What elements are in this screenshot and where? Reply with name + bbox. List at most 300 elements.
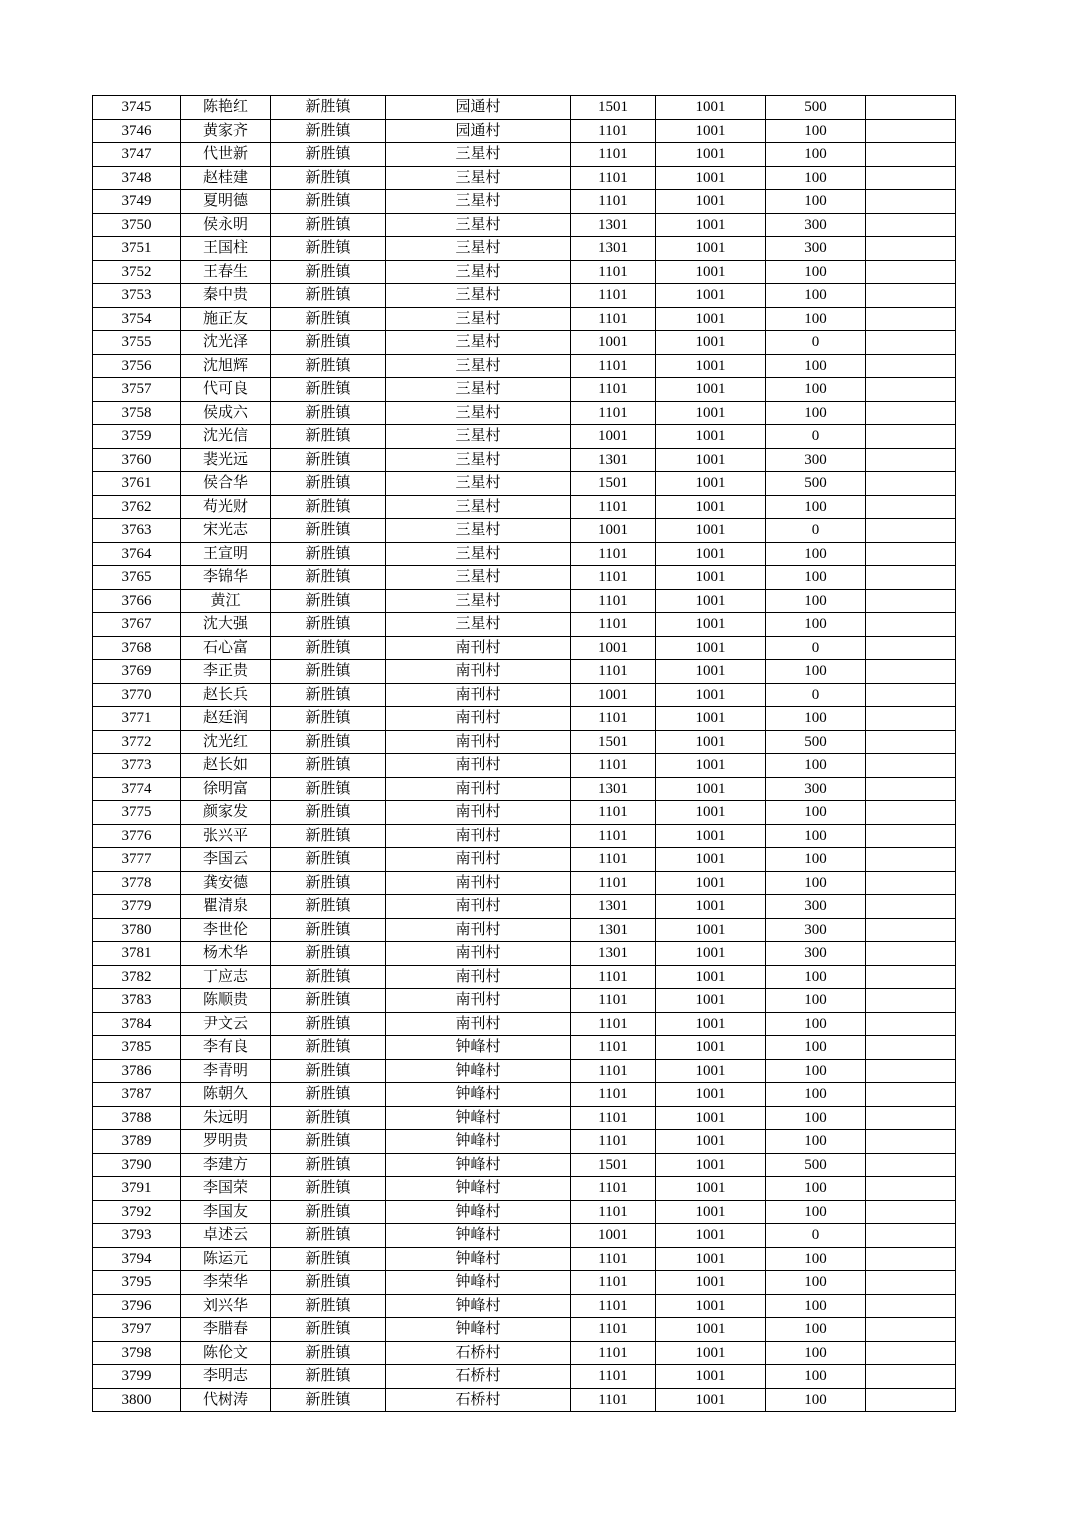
cell-blank	[866, 895, 956, 919]
table-row	[93, 918, 956, 942]
cell-village: 三星村	[386, 519, 571, 543]
cell-id: 3770	[93, 683, 181, 707]
cell-id: 3764	[93, 542, 181, 566]
cell-name: 杨术华	[181, 942, 271, 966]
cell-name: 秦中贵	[181, 284, 271, 308]
table-row	[93, 190, 956, 214]
cell-amount1: 1101	[571, 1271, 656, 1295]
cell-blank	[866, 1318, 956, 1342]
cell-blank	[866, 237, 956, 261]
cell-amount2: 1001	[656, 425, 766, 449]
cell-village: 园通村	[386, 119, 571, 143]
cell-id: 3765	[93, 566, 181, 590]
cell-town: 新胜镇	[271, 495, 386, 519]
cell-amount3: 100	[766, 824, 866, 848]
cell-id: 3792	[93, 1200, 181, 1224]
cell-amount1: 1101	[571, 613, 656, 637]
cell-amount3: 500	[766, 1153, 866, 1177]
cell-village: 南刊村	[386, 848, 571, 872]
cell-town: 新胜镇	[271, 989, 386, 1013]
cell-town: 新胜镇	[271, 1130, 386, 1154]
cell-name: 陈运元	[181, 1247, 271, 1271]
cell-amount1: 1101	[571, 1247, 656, 1271]
cell-town: 新胜镇	[271, 824, 386, 848]
cell-amount2: 1001	[656, 848, 766, 872]
cell-town: 新胜镇	[271, 1271, 386, 1295]
cell-village: 钟峰村	[386, 1177, 571, 1201]
cell-name: 施正友	[181, 307, 271, 331]
cell-amount2: 1001	[656, 1271, 766, 1295]
cell-village: 三星村	[386, 401, 571, 425]
cell-blank	[866, 1130, 956, 1154]
cell-amount3: 100	[766, 989, 866, 1013]
cell-town: 新胜镇	[271, 213, 386, 237]
cell-town: 新胜镇	[271, 1200, 386, 1224]
table-row	[93, 1271, 956, 1295]
cell-town: 新胜镇	[271, 425, 386, 449]
cell-amount3: 0	[766, 636, 866, 660]
cell-id: 3797	[93, 1318, 181, 1342]
cell-amount3: 100	[766, 307, 866, 331]
cell-village: 钟峰村	[386, 1224, 571, 1248]
cell-amount3: 100	[766, 965, 866, 989]
table-body	[93, 96, 956, 1412]
cell-id: 3763	[93, 519, 181, 543]
cell-blank	[866, 1153, 956, 1177]
cell-amount3: 100	[766, 589, 866, 613]
table-row	[93, 472, 956, 496]
cell-name: 陈朝久	[181, 1083, 271, 1107]
cell-blank	[866, 824, 956, 848]
cell-amount3: 100	[766, 1341, 866, 1365]
cell-town: 新胜镇	[271, 1341, 386, 1365]
cell-town: 新胜镇	[271, 1365, 386, 1389]
cell-amount1: 1101	[571, 1318, 656, 1342]
cell-amount1: 1101	[571, 965, 656, 989]
cell-amount2: 1001	[656, 1130, 766, 1154]
cell-amount1: 1001	[571, 331, 656, 355]
cell-name: 颜家发	[181, 801, 271, 825]
cell-amount3: 100	[766, 260, 866, 284]
cell-name: 罗明贵	[181, 1130, 271, 1154]
cell-name: 李荣华	[181, 1271, 271, 1295]
cell-village: 三星村	[386, 307, 571, 331]
cell-id: 3786	[93, 1059, 181, 1083]
cell-town: 新胜镇	[271, 237, 386, 261]
cell-amount1: 1001	[571, 519, 656, 543]
cell-name: 李明志	[181, 1365, 271, 1389]
cell-blank	[866, 448, 956, 472]
cell-town: 新胜镇	[271, 942, 386, 966]
table-row	[93, 401, 956, 425]
cell-amount1: 1101	[571, 824, 656, 848]
cell-amount1: 1101	[571, 801, 656, 825]
cell-amount2: 1001	[656, 542, 766, 566]
cell-town: 新胜镇	[271, 566, 386, 590]
cell-town: 新胜镇	[271, 683, 386, 707]
table-row	[93, 777, 956, 801]
cell-blank	[866, 1341, 956, 1365]
cell-blank	[866, 166, 956, 190]
cell-amount3: 100	[766, 1200, 866, 1224]
cell-village: 南刊村	[386, 707, 571, 731]
cell-blank	[866, 307, 956, 331]
cell-blank	[866, 683, 956, 707]
cell-name: 陈艳红	[181, 96, 271, 120]
cell-blank	[866, 965, 956, 989]
table-row	[93, 1224, 956, 1248]
cell-id: 3760	[93, 448, 181, 472]
cell-blank	[866, 1271, 956, 1295]
cell-name: 赵长如	[181, 754, 271, 778]
cell-amount3: 300	[766, 448, 866, 472]
cell-blank	[866, 401, 956, 425]
table-row	[93, 1247, 956, 1271]
table-row	[93, 636, 956, 660]
cell-name: 裴光远	[181, 448, 271, 472]
cell-id: 3768	[93, 636, 181, 660]
cell-blank	[866, 213, 956, 237]
cell-amount1: 1101	[571, 1341, 656, 1365]
cell-town: 新胜镇	[271, 190, 386, 214]
cell-amount3: 100	[766, 871, 866, 895]
cell-id: 3784	[93, 1012, 181, 1036]
table-row	[93, 1130, 956, 1154]
cell-name: 陈顺贵	[181, 989, 271, 1013]
cell-village: 三星村	[386, 448, 571, 472]
cell-village: 南刊村	[386, 918, 571, 942]
cell-id: 3771	[93, 707, 181, 731]
cell-amount1: 1301	[571, 213, 656, 237]
cell-village: 南刊村	[386, 660, 571, 684]
cell-id: 3796	[93, 1294, 181, 1318]
cell-town: 新胜镇	[271, 448, 386, 472]
cell-amount3: 100	[766, 1365, 866, 1389]
cell-amount1: 1501	[571, 96, 656, 120]
cell-id: 3762	[93, 495, 181, 519]
cell-town: 新胜镇	[271, 260, 386, 284]
table-row	[93, 1341, 956, 1365]
table-row	[93, 542, 956, 566]
cell-name: 王宣明	[181, 542, 271, 566]
cell-amount2: 1001	[656, 495, 766, 519]
table-row	[93, 378, 956, 402]
cell-blank	[866, 519, 956, 543]
cell-amount2: 1001	[656, 166, 766, 190]
cell-village: 南刊村	[386, 636, 571, 660]
table-row	[93, 1294, 956, 1318]
cell-village: 三星村	[386, 237, 571, 261]
cell-village: 南刊村	[386, 942, 571, 966]
cell-amount2: 1001	[656, 1083, 766, 1107]
cell-id: 3746	[93, 119, 181, 143]
cell-amount2: 1001	[656, 96, 766, 120]
cell-blank	[866, 848, 956, 872]
cell-id: 3793	[93, 1224, 181, 1248]
cell-name: 李正贵	[181, 660, 271, 684]
cell-id: 3794	[93, 1247, 181, 1271]
cell-amount1: 1101	[571, 143, 656, 167]
table-row	[93, 495, 956, 519]
table-row	[93, 96, 956, 120]
cell-amount2: 1001	[656, 636, 766, 660]
cell-blank	[866, 542, 956, 566]
cell-amount2: 1001	[656, 213, 766, 237]
cell-town: 新胜镇	[271, 1318, 386, 1342]
cell-village: 三星村	[386, 566, 571, 590]
cell-amount2: 1001	[656, 1059, 766, 1083]
cell-name: 黄江	[181, 589, 271, 613]
cell-blank	[866, 354, 956, 378]
cell-amount3: 100	[766, 1106, 866, 1130]
cell-town: 新胜镇	[271, 613, 386, 637]
cell-amount2: 1001	[656, 307, 766, 331]
cell-amount2: 1001	[656, 1294, 766, 1318]
cell-village: 南刊村	[386, 895, 571, 919]
cell-name: 王春生	[181, 260, 271, 284]
cell-name: 苟光财	[181, 495, 271, 519]
cell-blank	[866, 1106, 956, 1130]
table-row	[93, 1365, 956, 1389]
cell-name: 龚安德	[181, 871, 271, 895]
cell-name: 李锦华	[181, 566, 271, 590]
cell-amount3: 100	[766, 1059, 866, 1083]
cell-amount2: 1001	[656, 143, 766, 167]
cell-amount2: 1001	[656, 801, 766, 825]
cell-amount3: 100	[766, 1294, 866, 1318]
cell-amount1: 1101	[571, 871, 656, 895]
cell-name: 沈大强	[181, 613, 271, 637]
cell-blank	[866, 566, 956, 590]
cell-village: 南刊村	[386, 965, 571, 989]
cell-blank	[866, 1247, 956, 1271]
cell-id: 3759	[93, 425, 181, 449]
cell-name: 张兴平	[181, 824, 271, 848]
cell-amount3: 0	[766, 425, 866, 449]
cell-amount2: 1001	[656, 895, 766, 919]
table-row	[93, 965, 956, 989]
cell-town: 新胜镇	[271, 1294, 386, 1318]
cell-id: 3767	[93, 613, 181, 637]
cell-town: 新胜镇	[271, 284, 386, 308]
table-row	[93, 1012, 956, 1036]
cell-blank	[866, 871, 956, 895]
cell-amount1: 1301	[571, 942, 656, 966]
cell-id: 3789	[93, 1130, 181, 1154]
cell-amount1: 1101	[571, 1177, 656, 1201]
cell-amount3: 500	[766, 730, 866, 754]
cell-blank	[866, 1059, 956, 1083]
cell-blank	[866, 777, 956, 801]
cell-amount2: 1001	[656, 1341, 766, 1365]
cell-name: 代世新	[181, 143, 271, 167]
table-row	[93, 425, 956, 449]
cell-town: 新胜镇	[271, 354, 386, 378]
cell-amount2: 1001	[656, 472, 766, 496]
cell-town: 新胜镇	[271, 519, 386, 543]
cell-amount3: 100	[766, 566, 866, 590]
cell-blank	[866, 472, 956, 496]
cell-village: 三星村	[386, 589, 571, 613]
cell-id: 3772	[93, 730, 181, 754]
cell-blank	[866, 96, 956, 120]
cell-amount1: 1101	[571, 190, 656, 214]
cell-name: 侯永明	[181, 213, 271, 237]
cell-blank	[866, 730, 956, 754]
cell-blank	[866, 331, 956, 355]
cell-amount3: 100	[766, 754, 866, 778]
cell-amount3: 100	[766, 542, 866, 566]
cell-blank	[866, 425, 956, 449]
cell-blank	[866, 1294, 956, 1318]
cell-name: 李国友	[181, 1200, 271, 1224]
cell-village: 南刊村	[386, 730, 571, 754]
cell-id: 3748	[93, 166, 181, 190]
cell-blank	[866, 1365, 956, 1389]
cell-amount2: 1001	[656, 284, 766, 308]
table-row	[93, 589, 956, 613]
cell-id: 3777	[93, 848, 181, 872]
cell-id: 3754	[93, 307, 181, 331]
cell-amount1: 1101	[571, 848, 656, 872]
cell-town: 新胜镇	[271, 119, 386, 143]
cell-amount3: 500	[766, 472, 866, 496]
cell-amount2: 1001	[656, 1247, 766, 1271]
cell-id: 3783	[93, 989, 181, 1013]
cell-town: 新胜镇	[271, 1247, 386, 1271]
cell-amount1: 1501	[571, 472, 656, 496]
table-row	[93, 1318, 956, 1342]
cell-amount3: 100	[766, 495, 866, 519]
cell-id: 3747	[93, 143, 181, 167]
cell-amount1: 1101	[571, 707, 656, 731]
cell-blank	[866, 1012, 956, 1036]
cell-amount2: 1001	[656, 378, 766, 402]
cell-blank	[866, 1083, 956, 1107]
cell-blank	[866, 942, 956, 966]
cell-id: 3752	[93, 260, 181, 284]
cell-village: 三星村	[386, 472, 571, 496]
cell-id: 3800	[93, 1388, 181, 1412]
cell-id: 3751	[93, 237, 181, 261]
cell-town: 新胜镇	[271, 660, 386, 684]
cell-id: 3781	[93, 942, 181, 966]
cell-blank	[866, 989, 956, 1013]
cell-amount3: 100	[766, 284, 866, 308]
cell-amount1: 1101	[571, 660, 656, 684]
cell-town: 新胜镇	[271, 871, 386, 895]
cell-id: 3745	[93, 96, 181, 120]
cell-amount3: 100	[766, 1247, 866, 1271]
cell-village: 钟峰村	[386, 1294, 571, 1318]
cell-town: 新胜镇	[271, 589, 386, 613]
cell-amount3: 300	[766, 213, 866, 237]
cell-amount1: 1501	[571, 1153, 656, 1177]
cell-town: 新胜镇	[271, 1059, 386, 1083]
cell-town: 新胜镇	[271, 801, 386, 825]
cell-amount2: 1001	[656, 730, 766, 754]
cell-amount1: 1101	[571, 166, 656, 190]
table-row	[93, 824, 956, 848]
cell-blank	[866, 119, 956, 143]
cell-id: 3773	[93, 754, 181, 778]
cell-amount1: 1101	[571, 378, 656, 402]
cell-id: 3769	[93, 660, 181, 684]
cell-amount1: 1101	[571, 989, 656, 1013]
cell-village: 南刊村	[386, 1012, 571, 1036]
cell-id: 3787	[93, 1083, 181, 1107]
table-row	[93, 1106, 956, 1130]
cell-name: 李有良	[181, 1036, 271, 1060]
cell-name: 代可良	[181, 378, 271, 402]
cell-town: 新胜镇	[271, 1036, 386, 1060]
cell-amount3: 100	[766, 1177, 866, 1201]
cell-village: 南刊村	[386, 754, 571, 778]
cell-blank	[866, 1200, 956, 1224]
cell-amount1: 1001	[571, 425, 656, 449]
cell-amount2: 1001	[656, 660, 766, 684]
cell-amount3: 300	[766, 942, 866, 966]
cell-amount1: 1101	[571, 566, 656, 590]
cell-name: 侯合华	[181, 472, 271, 496]
cell-id: 3755	[93, 331, 181, 355]
cell-amount3: 100	[766, 1388, 866, 1412]
cell-name: 李建方	[181, 1153, 271, 1177]
cell-id: 3779	[93, 895, 181, 919]
cell-blank	[866, 1388, 956, 1412]
cell-id: 3749	[93, 190, 181, 214]
cell-id: 3761	[93, 472, 181, 496]
cell-amount3: 300	[766, 237, 866, 261]
cell-amount3: 100	[766, 848, 866, 872]
cell-name: 黄家齐	[181, 119, 271, 143]
cell-name: 沈光泽	[181, 331, 271, 355]
cell-amount3: 100	[766, 660, 866, 684]
cell-id: 3750	[93, 213, 181, 237]
table-row	[93, 260, 956, 284]
table-row	[93, 848, 956, 872]
cell-village: 南刊村	[386, 871, 571, 895]
cell-amount3: 300	[766, 918, 866, 942]
cell-blank	[866, 495, 956, 519]
cell-blank	[866, 754, 956, 778]
table-row	[93, 1083, 956, 1107]
cell-village: 钟峰村	[386, 1200, 571, 1224]
cell-amount1: 1101	[571, 589, 656, 613]
cell-town: 新胜镇	[271, 636, 386, 660]
cell-amount2: 1001	[656, 1200, 766, 1224]
cell-amount1: 1101	[571, 260, 656, 284]
cell-blank	[866, 1036, 956, 1060]
cell-amount2: 1001	[656, 1036, 766, 1060]
cell-amount3: 0	[766, 519, 866, 543]
cell-amount2: 1001	[656, 1224, 766, 1248]
cell-town: 新胜镇	[271, 895, 386, 919]
cell-village: 三星村	[386, 354, 571, 378]
cell-name: 沈光信	[181, 425, 271, 449]
cell-town: 新胜镇	[271, 707, 386, 731]
cell-village: 石桥村	[386, 1365, 571, 1389]
cell-id: 3757	[93, 378, 181, 402]
data-table	[92, 95, 956, 1412]
cell-name: 夏明德	[181, 190, 271, 214]
cell-village: 南刊村	[386, 683, 571, 707]
table-row	[93, 1388, 956, 1412]
cell-amount2: 1001	[656, 260, 766, 284]
cell-village: 石桥村	[386, 1388, 571, 1412]
table-row	[93, 942, 956, 966]
cell-id: 3753	[93, 284, 181, 308]
